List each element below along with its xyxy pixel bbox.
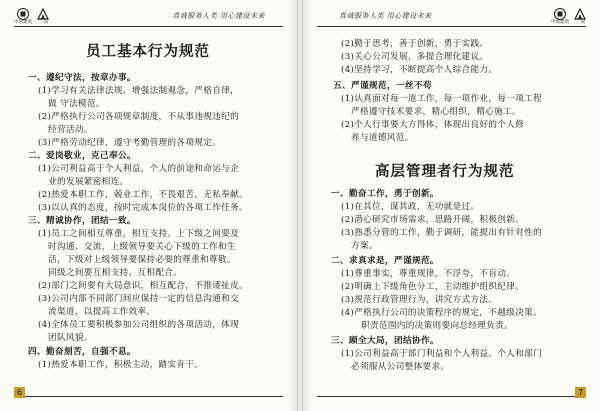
text-line: 严格遵守技术要求，精心组织，精心施工。: [351, 107, 521, 117]
cscec-logo-icon: [553, 8, 567, 20]
text-line: (3)公司内部不同部门间应保持一定的信息沟通和交: [38, 294, 240, 304]
text-line: 时沟通、交流，上级领导要关心下级的工作和生: [48, 242, 236, 252]
left-page: [0, 0, 298, 411]
section-heading: 二、求真求是，严谨规范。: [331, 256, 439, 266]
text-line: (2)部门之间要有大局意识，相互配合，不推诿扯皮。: [38, 281, 248, 291]
bureau-logo: [37, 8, 49, 25]
text-line: (3)规范行政管理行为，讲究方式方法。: [341, 295, 498, 305]
page-number: 6: [14, 387, 25, 398]
text-line: (3)以认真的态度，按时完成本岗位的各项工作任务。: [38, 203, 248, 213]
text-line: (4)坚持学习，不断提高个人综合能力。: [341, 65, 498, 75]
text-line: (2)勤于思考，善于创新，勇于实践。: [341, 39, 489, 49]
logo-caption: 中国建筑: [14, 20, 32, 25]
text-line: (4)全体员工要积极参加公司组织的各项活动，体现: [38, 320, 240, 330]
text-line: 流渠道，以提高工作效率。: [48, 307, 156, 317]
text-line: 养与道德风范。: [351, 133, 414, 143]
text-line: 业的发展紧密相连。: [48, 177, 129, 187]
cscec-logo-icon: [16, 8, 30, 20]
bureau-logo-icon: [37, 8, 49, 20]
text-line: (1)员工之间相互尊重，相互支持。上下级之间要及: [38, 229, 240, 239]
text-line: (1)在其位，谋其政，无功就是过。: [341, 202, 480, 212]
section-heading: 五、严谨规范，一丝不苟: [333, 81, 432, 91]
page-footer: [14, 386, 283, 397]
text-line: (1)热爱本职工作，积极主动，踏实肯干。: [38, 360, 204, 370]
page-title: 员工基本行为规范: [86, 44, 210, 60]
page-number: 7: [575, 387, 586, 398]
text-line: (4)严格执行公司的决策程序的规定，不越级决策。: [341, 308, 543, 318]
text-line: 方案。: [351, 241, 378, 251]
page-header: [14, 8, 283, 27]
text-line: (3)严格劳动纪律，遵守考勤管理的各项规定。: [38, 138, 222, 148]
text-line: (1)公司利益高于部门利益和个人利益。个人和部门: [341, 349, 543, 359]
text-line: 活，下级对上级领导要保持必要的尊重和尊敬。: [48, 255, 236, 265]
section-heading: 三、精诚协作，团结一致。: [28, 216, 136, 226]
text-line: (2)明确上下级角色分工，主动维护组织纪律。: [341, 282, 525, 292]
text-line: (2)潜心研究市场需求，思路开阔，积极创新。: [341, 215, 525, 225]
text-line: 必须服从公司整体要求。: [351, 362, 450, 372]
cscec-logo: [14, 8, 32, 25]
bureau-logo: [574, 8, 586, 25]
text-line: 团队风貌。: [48, 333, 93, 343]
text-line: 同级之间要互相支持、互相配合。: [48, 268, 183, 278]
page-header: [317, 8, 586, 27]
section-heading: 一、遵纪守法，按章办事。: [28, 73, 136, 83]
logo-caption: 中国建筑: [551, 20, 569, 25]
header-logos: [14, 8, 49, 25]
right-page: [302, 0, 600, 411]
section-heading: 一、勤奋工作，勇于创新。: [331, 189, 439, 199]
text-line: (2)严格执行公司各项规章制度，不从事违规违纪的: [38, 112, 240, 122]
header-slogan: 真诚服务人类 用心建设未来: [172, 12, 265, 20]
section-heading: 四、勤奋刻苦，自强不息。: [28, 347, 136, 357]
text-line: 经营活动。: [48, 125, 93, 135]
text-line: (1)尊重事实，尊重规律，不浮夸，不盲动。: [341, 269, 516, 279]
page-title: 高层管理者行为规范: [375, 164, 515, 180]
text-line: 职责范围内的决策则要向总经理负责。: [361, 321, 514, 331]
text-line: 做 守法模范。: [48, 99, 105, 109]
bureau-logo-icon: [574, 8, 586, 20]
text-line: (1)公司利益高于个人利益，个人的前途和命运与企: [38, 164, 240, 174]
text-line: (2)热爱本职工作，兢业工作，不畏艰苦，无私奉献。: [38, 190, 248, 200]
text-line: (3)熟悉分管的工作，勤于调研，能提出有针对性的: [341, 228, 543, 238]
text-line: (1)学习有关法律法规，增强法制观念，严格自律，: [38, 86, 240, 96]
page-footer: [317, 386, 586, 397]
logo-caption: 三 局: [574, 20, 586, 25]
header-slogan: 真诚服务人类 用心建设未来: [339, 12, 432, 20]
header-logos: [551, 8, 586, 25]
section-heading: 三、顾全大局，团结协作。: [331, 336, 439, 346]
section-heading: 二、爱岗敬业，克己奉公。: [28, 151, 136, 161]
logo-caption: 三 局: [37, 20, 49, 25]
cscec-logo: [551, 8, 569, 25]
text-line: (2)个人行事要大方得体，体现出良好的个人修: [341, 120, 525, 130]
text-line: (3)关心公司发展，多提合理化建议。: [341, 52, 489, 62]
text-line: (1)认真面对每一道工作，每一项作业，每一项工程: [341, 94, 543, 104]
